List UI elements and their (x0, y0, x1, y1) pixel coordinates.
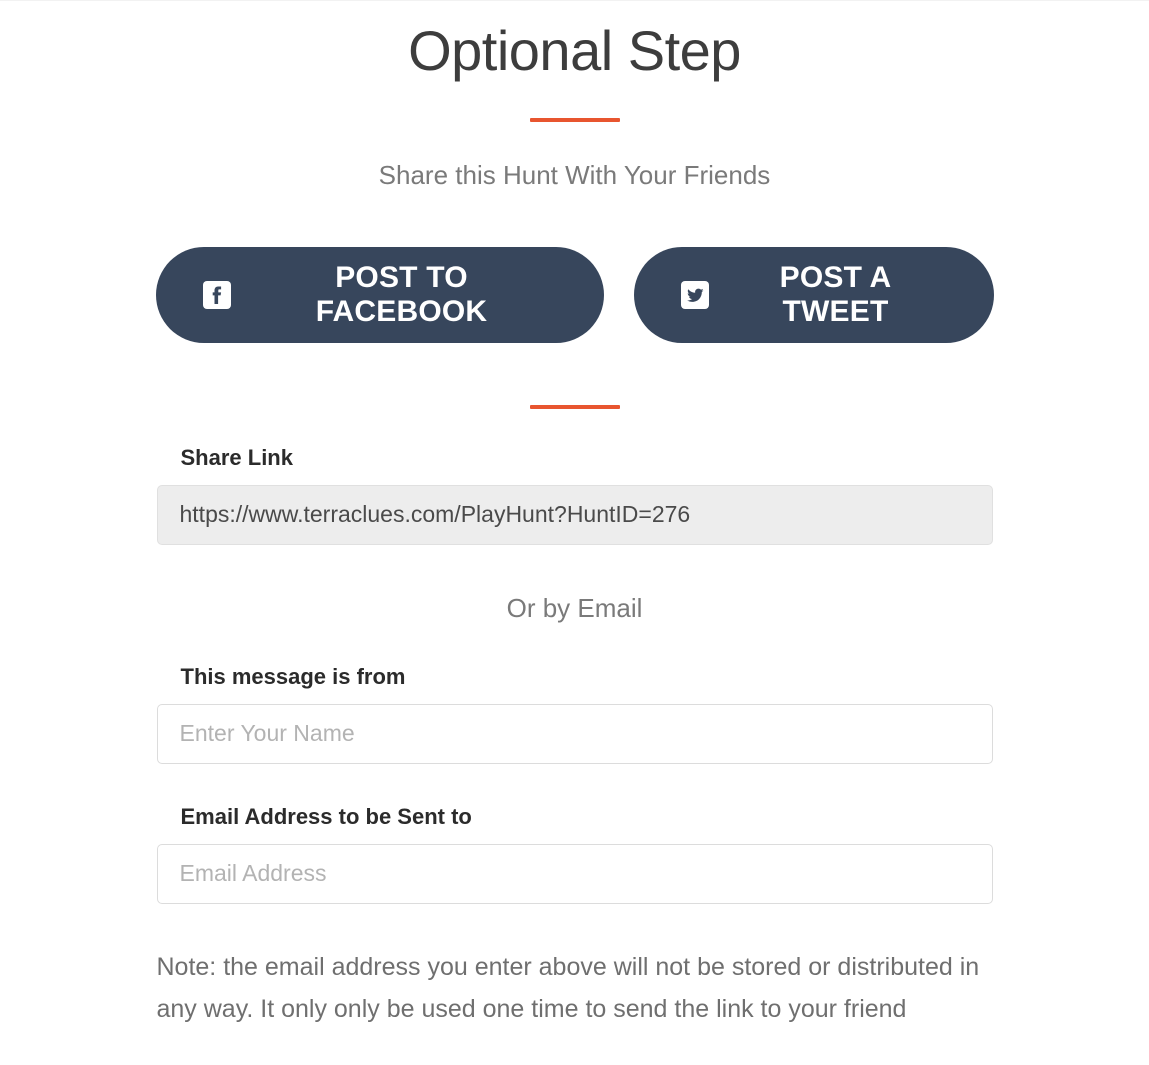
sender-name-label: This message is from (180, 663, 406, 689)
share-link-label: Share Link (180, 444, 293, 470)
privacy-note: Note: the email address you enter above will not be stored or distributed in any way. It only only be used one time to send the link to your friend (156, 952, 980, 1024)
share-link-value[interactable]: https://www.terraclues.com/PlayHunt?HuntID=276 (157, 485, 993, 545)
recipient-email-label: Email Address to be Sent to (180, 803, 472, 829)
page-title: Optional Step (408, 19, 741, 82)
sender-name-input[interactable] (157, 704, 993, 764)
accent-divider-top (530, 118, 620, 122)
post-a-tweet-button[interactable] (634, 247, 994, 343)
post-to-facebook-button[interactable] (156, 247, 604, 343)
or-by-email-text: Or by Email (506, 592, 643, 623)
social-share-row (0, 247, 1149, 343)
post-a-tweet-label: POST A TWEET (779, 260, 892, 328)
recipient-email-input[interactable] (157, 844, 993, 904)
page-subtitle: Share this Hunt With Your Friends (378, 159, 771, 190)
top-divider (0, 0, 1149, 1)
share-form (157, 409, 993, 1031)
post-to-facebook-label: POST TO FACEBOOK (315, 260, 488, 328)
facebook-icon (202, 280, 232, 310)
twitter-icon (680, 280, 710, 310)
